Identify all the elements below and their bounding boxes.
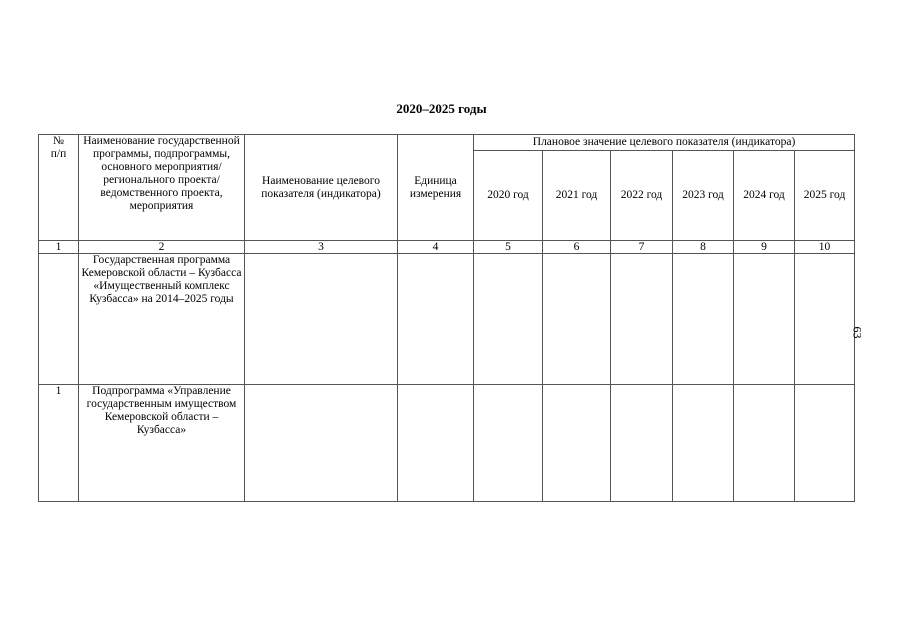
header-planned-value: Плановое значение целевого показателя (индикатора) <box>474 135 855 151</box>
column-number: 1 <box>39 241 79 254</box>
row-value-cell <box>734 385 795 502</box>
row-value-cell <box>673 385 734 502</box>
column-numbering-row <box>39 241 855 254</box>
table-row <box>39 254 855 385</box>
header-year: 2024 год <box>734 151 795 241</box>
header-indicator: Наименование целевого показателя (индикатора) <box>245 135 398 241</box>
row-value-cell <box>795 385 855 502</box>
header-year: 2025 год <box>795 151 855 241</box>
header-year: 2023 год <box>673 151 734 241</box>
column-number: 2 <box>79 241 245 254</box>
row-value-cell <box>474 254 543 385</box>
row-unit-cell <box>398 254 474 385</box>
header-number: № п/п <box>39 135 79 241</box>
row-indicator-cell <box>245 254 398 385</box>
row-value-cell <box>543 254 611 385</box>
row-number: 1 <box>39 385 79 502</box>
row-number <box>39 254 79 385</box>
row-indicator-cell <box>245 385 398 502</box>
column-number: 3 <box>245 241 398 254</box>
row-value-cell <box>474 385 543 502</box>
column-number: 4 <box>398 241 474 254</box>
row-unit-cell <box>398 385 474 502</box>
row-value-cell <box>673 254 734 385</box>
indicator-table <box>38 134 855 502</box>
page-number: 63 <box>850 326 865 339</box>
column-number: 9 <box>734 241 795 254</box>
row-value-cell <box>611 385 673 502</box>
column-number: 6 <box>543 241 611 254</box>
header-year: 2021 год <box>543 151 611 241</box>
column-number: 8 <box>673 241 734 254</box>
row-value-cell <box>795 254 855 385</box>
document-title: 2020–2025 годы <box>396 101 487 116</box>
header-year: 2022 год <box>611 151 673 241</box>
column-number: 5 <box>474 241 543 254</box>
row-value-cell <box>734 254 795 385</box>
column-number: 10 <box>795 241 855 254</box>
row-subprogram-name: Подпрограмма «Управление государственным имуществом Кемеровской области – Кузбасса» <box>79 385 245 502</box>
table-row <box>39 385 855 502</box>
row-program-name: Государственная программа Кемеровской области – Кузбасса «Имущественный комплекс Кузбасса» на 2014–2025 годы <box>79 254 245 385</box>
header-unit: Единица измерения <box>398 135 474 241</box>
header-year: 2020 год <box>474 151 543 241</box>
column-number: 7 <box>611 241 673 254</box>
row-value-cell <box>543 385 611 502</box>
row-value-cell <box>611 254 673 385</box>
header-name: Наименование государственной программы, подпрограммы, основного мероприятия/ регионального проекта/ ведомственного проекта, мероприятия <box>79 135 245 241</box>
